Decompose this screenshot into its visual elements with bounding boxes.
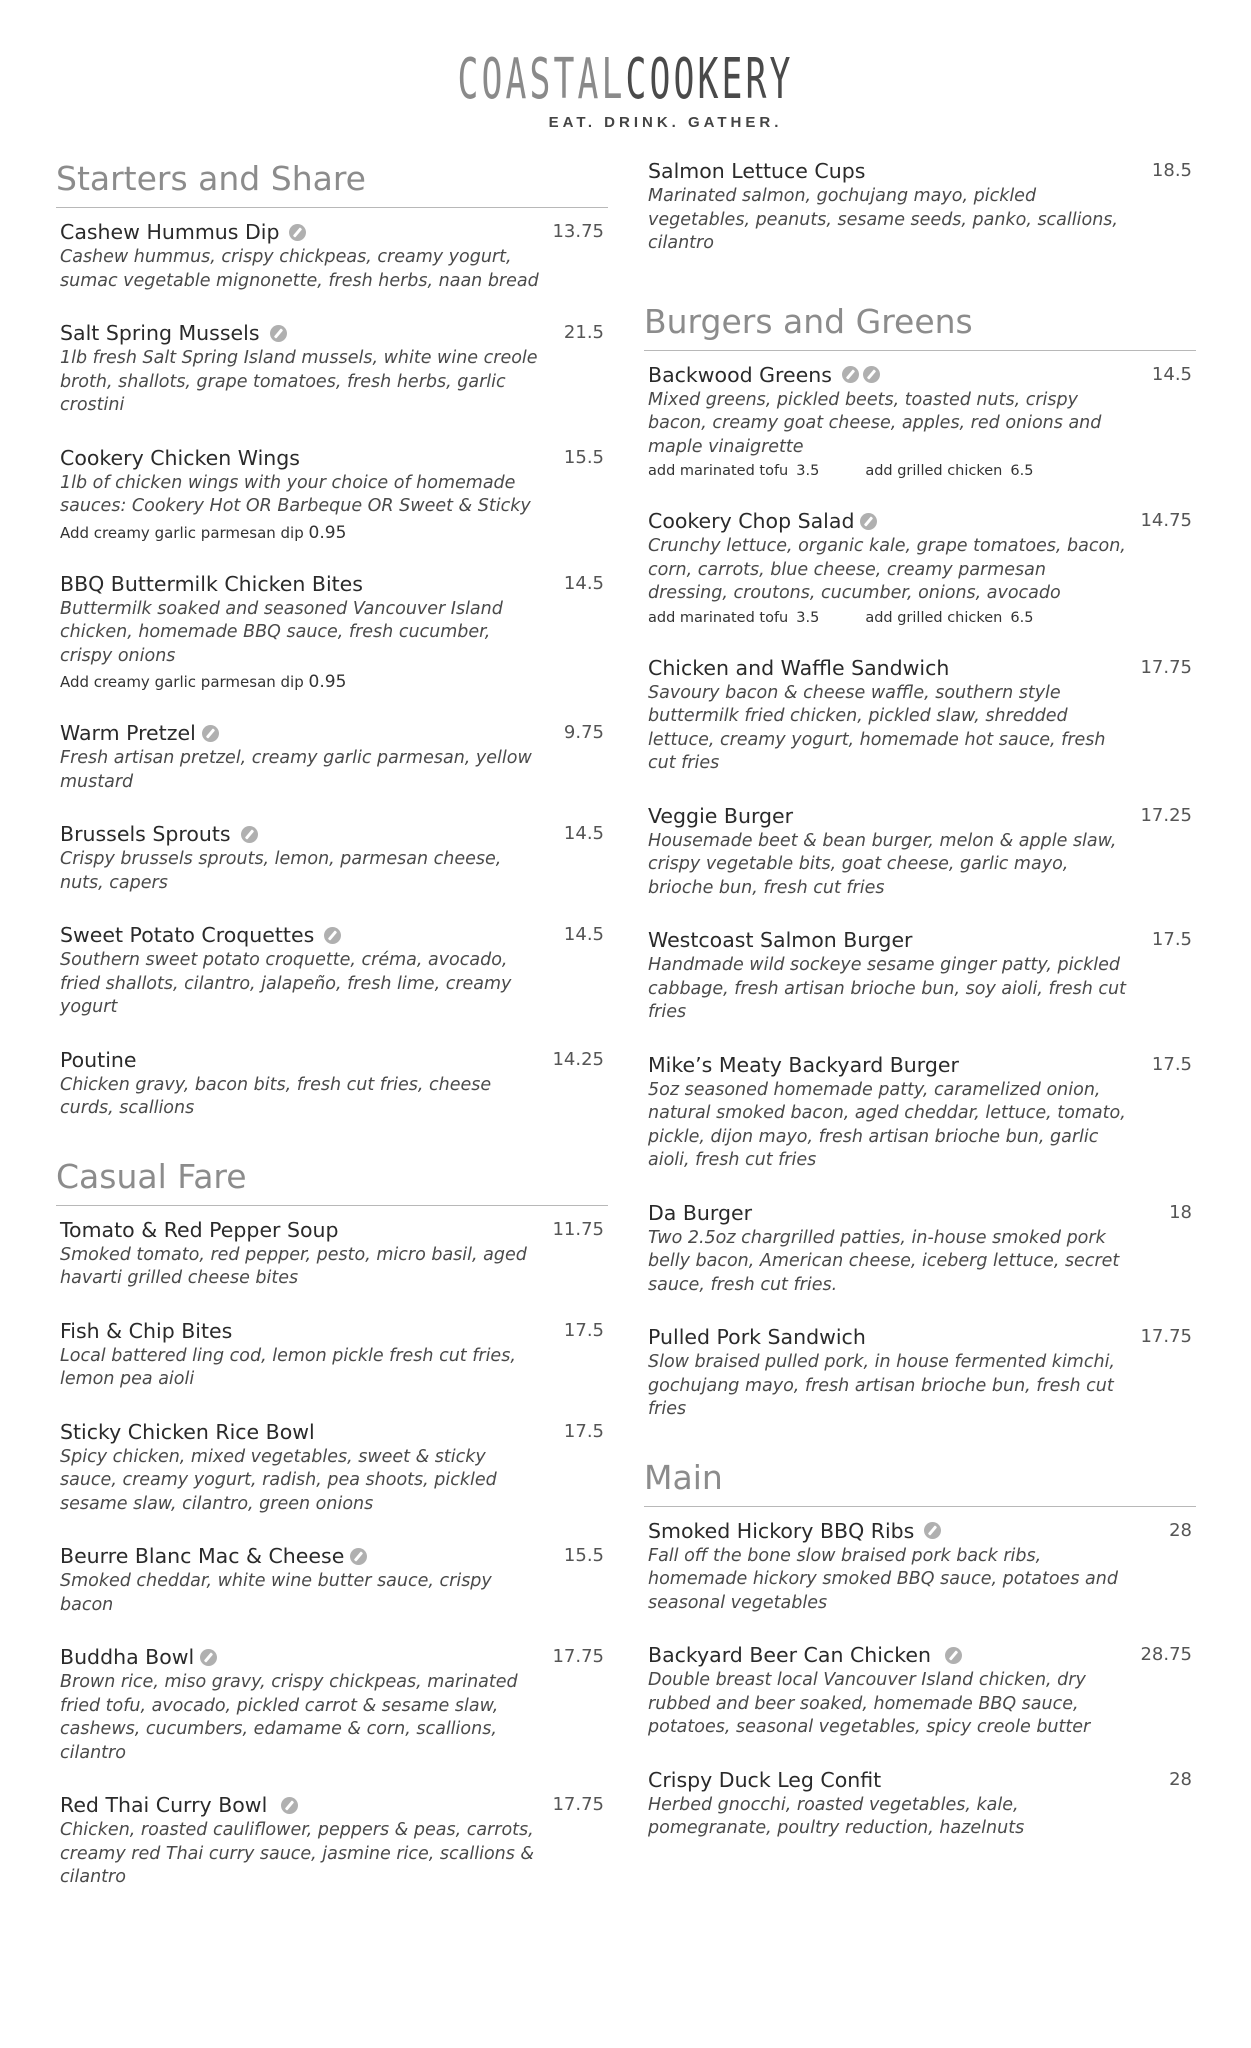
menu-item	[644, 926, 1196, 1025]
dietary-icon	[945, 1647, 962, 1664]
item-price: 28.75	[1140, 1644, 1192, 1665]
dietary-icon	[281, 1797, 298, 1814]
item-price: 14.5	[563, 924, 604, 945]
item-price: 9.75	[563, 722, 604, 743]
item-price: 14.5	[563, 823, 604, 844]
item-name: Da Burger	[648, 1200, 753, 1225]
item-name: Veggie Burger	[648, 803, 794, 828]
item-name: Westcoast Salmon Burger	[648, 928, 913, 952]
item-name: Tomato & Red Pepper Soup	[60, 1217, 339, 1242]
menu-item	[56, 570, 608, 694]
menu-item	[644, 1051, 1196, 1173]
item-name: Salt Spring Mussels	[60, 321, 260, 345]
item-price: 18.5	[1151, 160, 1192, 181]
item-description: Housemade beet & bean burger, melon & apple slaw, crispy vegetable bits, goat cheese, garlic mayo, brioche bun, fresh cut fries	[648, 830, 1117, 898]
menu-column-right	[644, 157, 1196, 1875]
menu-item	[644, 1323, 1196, 1422]
item-description: 1lb of chicken wings with your choice of homemade sauces: Cookery Hot OR Barbeque OR Sweet & Sticky	[60, 472, 531, 516]
menu-item	[644, 1517, 1196, 1616]
menu-item	[56, 218, 608, 293]
menu-item	[644, 802, 1196, 901]
brand-tagline: EAT. DRINK. GATHER.	[548, 114, 783, 131]
menu-item	[56, 1418, 608, 1517]
dietary-icon	[241, 826, 258, 843]
item-price: 28	[1169, 1768, 1192, 1790]
dietary-icon	[860, 513, 877, 530]
menu-item	[644, 507, 1196, 628]
section-title: Starters and Share	[56, 157, 608, 208]
section-main	[644, 1456, 1196, 1841]
item-description: Two 2.5oz chargrilled patties, in-house smoked pork belly bacon, American cheese, iceberg lettuce, secret sauce, fresh cut fries.	[648, 1227, 1120, 1295]
item-name: Sticky Chicken Rice Bowl	[60, 1419, 315, 1444]
item-description: Smoked tomato, red pepper, pesto, micro basil, aged havarti grilled cheese bites	[60, 1244, 527, 1288]
item-price: 17.5	[1151, 929, 1192, 950]
item-name: Poutine	[60, 1047, 137, 1072]
item-price: 17.25	[1140, 804, 1192, 826]
item-name: Chicken and Waffle Sandwich	[648, 655, 950, 680]
dietary-icon	[200, 1649, 217, 1666]
dietary-icon	[289, 224, 306, 241]
item-description: Slow braised pulled pork, in house fermented kimchi, gochujang mayo, fresh artisan brioche bun, fresh cut fries	[648, 1352, 1115, 1419]
item-price: 17.75	[552, 1794, 604, 1815]
menu-item	[56, 1542, 608, 1617]
section-title: Burgers and Greens	[644, 300, 1196, 351]
menu-column-left	[56, 157, 608, 1924]
menu-item	[644, 1199, 1196, 1298]
item-name: Fish & Chip Bites	[60, 1318, 233, 1343]
section-starters	[56, 157, 608, 1121]
section-burgers-greens	[644, 300, 1196, 1422]
item-description: Local battered ling cod, lemon pickle fresh cut fries, lemon pea aioli	[60, 1345, 516, 1389]
item-price: 14.75	[1140, 510, 1192, 531]
item-description: Smoked cheddar, white wine butter sauce, crispy bacon	[60, 1571, 492, 1615]
menu-item	[56, 921, 608, 1020]
dietary-icon	[202, 725, 219, 742]
item-name: Warm Pretzel	[60, 721, 196, 745]
item-description: Cashew hummus, crispy chickpeas, creamy yogurt, sumac vegetable mignonette, fresh herbs, naan bread	[60, 247, 539, 291]
menu-item	[56, 444, 608, 544]
item-price: 17.5	[1151, 1053, 1192, 1075]
item-price: 15.5	[563, 446, 604, 468]
item-description: Brown rice, miso gravy, crispy chickpeas, marinated fried tofu, avocado, pickled carrot & sesame slaw, cashews, cucumbers, edamame & corn, scallions, cilantro	[60, 1672, 518, 1763]
item-price: 18	[1169, 1201, 1192, 1223]
item-description: Southern sweet potato croquette, créma, avocado, fried shallots, cilantro, jalapeño, fresh lime, creamy yogurt	[60, 950, 512, 1017]
item-description: Buttermilk soaked and seasoned Vancouver Island chicken, homemade BBQ sauce, fresh cucumber, crispy onions	[60, 598, 503, 666]
brand-header	[0, 48, 1251, 131]
section-title: Casual Fare	[56, 1155, 608, 1206]
item-description: Double breast local Vancouver Island chicken, dry rubbed and beer soaked, homemade BBQ sauce, potatoes, seasonal vegetables, spicy creole butter	[648, 1670, 1091, 1737]
menu-item	[56, 1046, 608, 1121]
section-title: Main	[644, 1456, 1196, 1507]
item-name: Buddha Bowl	[60, 1645, 195, 1669]
item-price: 14.5	[1151, 363, 1192, 385]
item-description: Fresh artisan pretzel, creamy garlic parmesan, yellow mustard	[60, 748, 532, 792]
dietary-icon	[842, 366, 859, 383]
item-description: Handmade wild sockeye sesame ginger patty, pickled cabbage, fresh artisan brioche bun, soy aioli, fresh cut fries	[648, 955, 1127, 1022]
menu-item	[56, 1216, 608, 1291]
menu-item	[644, 654, 1196, 776]
brand-logo: COASTALCOOKERY	[457, 47, 794, 112]
menu-item	[56, 820, 608, 895]
item-name: Sweet Potato Croquettes	[60, 923, 315, 947]
item-price: 13.75	[552, 221, 604, 242]
item-price: 17.75	[1140, 1326, 1192, 1347]
item-description: Mixed greens, pickled beets, toasted nuts, crispy bacon, creamy goat cheese, apples, red onions and maple vinaigrette	[648, 389, 1102, 457]
dietary-icon	[350, 1548, 367, 1565]
item-description: Spicy chicken, mixed vegetables, sweet & sticky sauce, creamy yogurt, radish, pea shoots, pickled sesame slaw, cilantro, green onions	[60, 1446, 497, 1514]
item-price: 28	[1169, 1519, 1192, 1541]
item-name: Mike’s Meaty Backyard Burger	[648, 1052, 959, 1077]
item-name: Salmon Lettuce Cups	[648, 159, 866, 183]
item-price: 15.5	[563, 1545, 604, 1566]
item-name: Cookery Chicken Wings	[60, 445, 300, 470]
item-description: Marinated salmon, gochujang mayo, pickled vegetables, peanuts, sesame seeds, panko, scallions, cilantro	[648, 186, 1118, 253]
item-name: Pulled Pork Sandwich	[648, 1325, 866, 1349]
item-price: 17.5	[563, 1319, 604, 1341]
item-addon: Add creamy garlic parmesan dip 0.95	[60, 522, 347, 543]
dietary-icon	[324, 927, 341, 944]
menu-item	[56, 1643, 608, 1765]
item-price: 11.75	[552, 1218, 604, 1240]
item-name: Beurre Blanc Mac & Cheese	[60, 1544, 345, 1568]
item-name: Brussels Sprouts	[60, 822, 231, 846]
item-description: Fall off the bone slow braised pork back ribs, homemade hickory smoked BBQ sauce, potatoes and seasonal vegetables	[648, 1545, 1118, 1613]
dietary-icon	[270, 325, 287, 342]
item-addon: Add creamy garlic parmesan dip 0.95	[60, 672, 347, 692]
menu-item	[56, 319, 608, 418]
item-name: Cashew Hummus Dip	[60, 220, 280, 244]
item-price: 17.75	[552, 1646, 604, 1667]
item-name: Backwood Greens	[648, 362, 832, 387]
item-description: 5oz seasoned homemade patty, caramelized onion, natural smoked bacon, aged cheddar, lettuce, tomato, pickle, dijon mayo, fresh artisan brioche bun, garlic aioli, fresh cut fries	[648, 1079, 1126, 1170]
item-price: 17.75	[1140, 656, 1192, 678]
item-name: BBQ Buttermilk Chicken Bites	[60, 571, 363, 596]
item-name: Cookery Chop Salad	[648, 509, 855, 533]
item-description: Chicken gravy, bacon bits, fresh cut fries, cheese curds, scallions	[60, 1074, 492, 1118]
item-price: 14.25	[552, 1048, 604, 1070]
menu-item	[56, 1317, 608, 1392]
dietary-icon	[863, 366, 880, 383]
section-casual-fare	[56, 1155, 608, 1890]
section-continued-starters	[644, 157, 1196, 256]
item-addons: add marinated tofu 3.5 add grilled chicken 6.5	[648, 463, 1034, 479]
item-description: Crunchy lettuce, organic kale, grape tomatoes, bacon, corn, carrots, blue cheese, creamy parmesan dressing, croutons, cucumber, onions, avocado	[648, 536, 1126, 603]
item-description: Savoury bacon & cheese waffle, southern style buttermilk fried chicken, pickled slaw, shredded lettuce, creamy yogurt, homemade hot sauce, fresh cut fries	[648, 682, 1106, 773]
item-description: 1lb fresh Salt Spring Island mussels, white wine creole broth, shallots, grape tomatoes, fresh herbs, garlic crostini	[60, 348, 538, 415]
item-addons: add marinated tofu 3.5 add grilled chicken 6.5	[648, 609, 1034, 626]
dietary-icon	[924, 1522, 941, 1539]
menu-item	[56, 719, 608, 794]
item-name: Red Thai Curry Bowl	[60, 1793, 268, 1817]
item-price: 21.5	[563, 322, 604, 343]
item-name: Smoked Hickory BBQ Ribs	[648, 1518, 915, 1543]
item-price: 14.5	[563, 572, 604, 594]
item-description: Herbed gnocchi, roasted vegetables, kale, pomegranate, poultry reduction, hazelnuts	[648, 1794, 1025, 1838]
item-name: Crispy Duck Leg Confit	[648, 1767, 882, 1792]
item-description: Crispy brussels sprouts, lemon, parmesan cheese, nuts, capers	[60, 849, 502, 893]
menu-item	[56, 1791, 608, 1890]
menu-item	[644, 1641, 1196, 1740]
item-name: Backyard Beer Can Chicken	[648, 1643, 931, 1667]
item-price: 17.5	[563, 1420, 604, 1442]
item-description: Chicken, roasted cauliflower, peppers & peas, carrots, creamy red Thai curry sauce, jasmine rice, scallions & cilantro	[60, 1820, 535, 1887]
menu-item	[644, 157, 1196, 256]
menu-item	[644, 361, 1196, 482]
menu-item	[644, 1766, 1196, 1841]
